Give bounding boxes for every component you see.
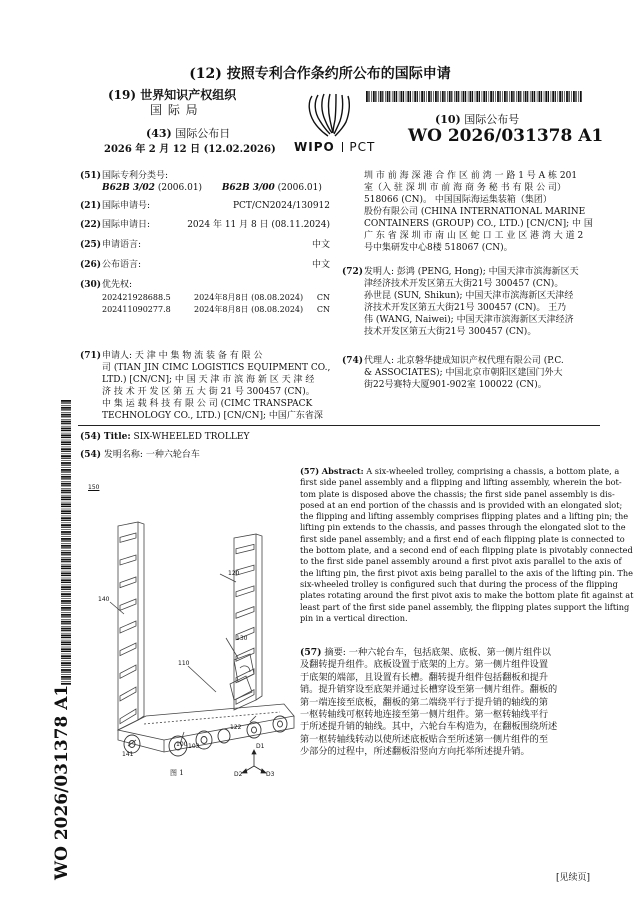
field-25: (25) 申请语言: 中文 [80,240,330,250]
field-30: (30) 优先权: 202421928688.5 2024年8月8日 (08.08.2024) CN 202411090277.8 2024年8月8日 (08.08.2024) CN [80,280,330,314]
publication-date: 2026 年 2 月 12 日 (12.02.2026) [104,144,276,155]
label-d1: D1 [256,743,265,750]
priority-row: 202411090277.8 2024年8月8日 (08.08.2024) CN [102,305,330,314]
field-26: (26) 公布语言: 中文 [80,260,330,270]
figure-caption: 图 1 [170,769,184,777]
applicant-continued: 圳 市 前 海 深 港 合 作 区 前 湾 一 路 1 号 A 栋 201 室（入 驻 深 圳 市 前 海 商 务 秘 书 有 限 公 司） 518066 (CN)。 中国国际海运集装箱（集团） 股份有限公司 (CHINA INTERNATIONAL MARINE CONTAINERS (GROUP) CO., LTD.) [CN/CN]; 中 国 广 东 省 深 圳 市 南 山 区 蛇 口 工 业 区 港 湾 大 道 2 号中集研发中心8楼 518067 (CN)。 [364,171,593,253]
publication-date-label: (43) 国际公布日 [146,127,231,140]
document-type: (12) 按照专利合作条约所公布的国际申请 [189,66,451,82]
label-120: 120 [228,570,240,577]
field-22: (22) 国际申请日: 2024 年 11 月 8 日 (08.11.2024) [80,220,330,230]
publication-number-label: (10) 国际公布号 [435,113,520,126]
pct-logo-text: PCT [349,140,376,154]
field-71-applicant: (71) 申请人: 天 津 中 集 物 流 装 备 有 限 公 司 (TIAN JIN CIMC LOGISTICS EQUIPMENT CO., LTD.) [CN/CN]; 中 国 天 津 市 滨 海 新 区 天 津 经 济 技 术 开 发 区 第 五 大 街 21 号 300457 (CN)。 中 集 运 载 科 技 有 限 公 司 (CIMC TRANSPACK TECHNOLOGY CO., LTD.) [CN/CN]; 中国广东省深 [80,351,331,421]
title-english: (54) Title: SIX-WHEELED TROLLEY [80,432,250,442]
label-d3: D3 [266,771,275,778]
figure-1 [84,478,296,783]
label-d2: D2 [234,771,243,778]
figure-reference-number: 150 [88,484,100,491]
label-141: 141 [122,751,134,758]
wipo-globe-icon [292,92,368,138]
direction-arrows-icon [242,750,266,773]
label-103: 103 [188,743,200,750]
organization-sub: 国 际 局 [150,103,199,117]
wipo-logo-text: WIPO [294,140,335,154]
continued-on-next-page: [见续页] [556,873,591,883]
abstract-english: (57) Abstract: A six-wheeled trolley, comprising a chassis, a bottom plate, a first side panel assembly and a flipping and lifting assembly, wherein the bot- tom plate is disposed above the chassis; the first side panel assembly is dis- posed at an end portion of the chassis and is provided with an elongated slot; the flipping and lifting assembly comprises flipping plates and a lifting pin; the lifting pin extends to the chassis, and passes through the elongated slot to the first side panel assembly; and a first end of each flipping plate is connected to the bottom plate, and a second end of each flipping plate is pivotably connected to the first side panel assembly around a first pivot axis parallel to the axis of the lifting pin, the first pivot axis being parallel to the axis of the lifting pin. The six-wheeled trolley is configured such that during the process of the flipping plates rotating around the first pivot axis to make the bottom plate fit against at least part of the first side panel assembly, the flipping plates support the lifting pin in a vertical direction. [300,466,634,623]
label-100: 100 [176,741,188,748]
trolley-drawing [84,478,296,783]
label-110: 110 [178,660,190,667]
field-74-agent: (74) 代理人: 北京磐华捷成知识产权代理有限公司 (P.C. & ASSOCIATES); 中国北京市朝阳区建国门外大 街22号赛特大厦901-902室 100022 (CN)。 [342,356,564,390]
title-chinese: (54) 发明名称: 一种六轮台车 [80,450,200,460]
right-bibliographic-column [342,170,598,390]
publication-number: WO 2026/031378 A1 [408,126,604,146]
label-140: 140 [98,596,110,603]
label-130: 130 [236,635,248,642]
organization-name: (19) 世界知识产权组织 [108,88,237,102]
top-barcode [366,91,582,102]
priority-row: 202421928688.5 2024年8月8日 (08.08.2024) CN [102,293,330,302]
field-72-inventors: (72) 发明人: 彭鸿 (PENG, Hong); 中国天津市滨海新区天 津经济技术开发区第五大街21号 300457 (CN)。 孙世昆 (SUN, Shikun); 中国天津市滨海新区天津经 济技术开发区第五大街21号 300457 (CN)。 王乃 伟 (WANG, Naiwei); 中国天津市滨海新区天津经济 技术开发区第五大街21号 300457 (CN)。 [342,267,579,337]
field-51: (51) 国际专利分类号: B62B 3/02 (2006.01) B62B 3/00 (2006.01) [80,171,322,193]
wipo-logo [292,92,376,154]
abstract-chinese: (57) 摘要: 一种六轮台车，包括底架、底板、第一侧片组件以 及翻转提升组件。底板设置于底架的上方。第一侧片组件设置 于底架的端部，且设置有长槽。翻转提升组件包括翻板和提升 销。提升销穿设至底架并通过长槽穿设至第一侧片组件。翻板的 第一端连接至底板，翻板的第二端绕平行于提升销的轴线的第 一枢转轴线可枢转地连接至第一侧片组件。第一枢转轴线平行 于所述提升销的轴线。其中，六轮台车构造为，在翻板围绕所述 第一枢转轴线转动以使所述底板贴合至所述第一侧片组件的至 少部分的过程中，所述翻板沿竖向方向托举所述提升销。 [300,647,558,758]
field-21: (21) 国际申请号: PCT/CN2024/130912 [80,201,330,211]
section-divider [78,425,600,426]
label-122: 122 [230,724,242,731]
side-publication-number: WO 2026/031378 A1 [52,684,72,880]
side-barcode [61,400,71,685]
